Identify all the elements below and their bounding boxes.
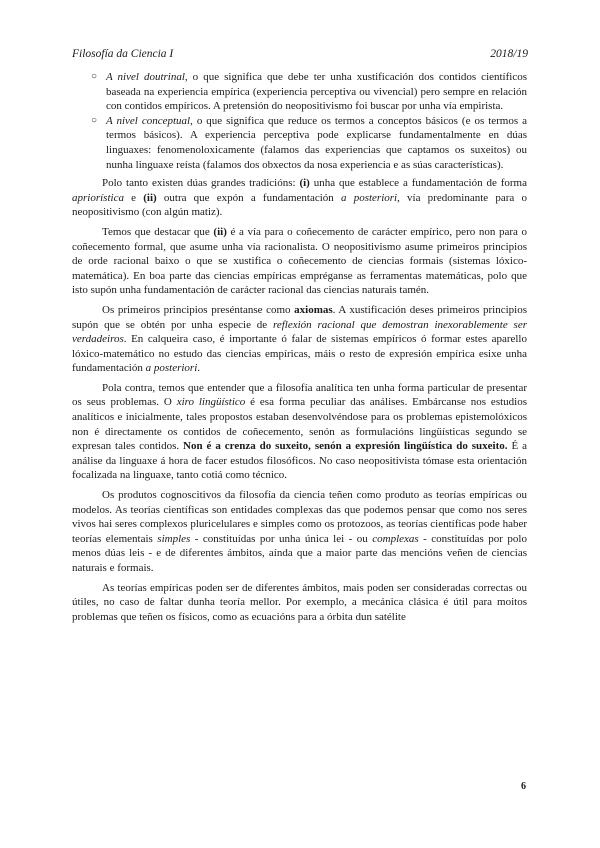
bullet-text: , o que significa que reduce os termos a conceptos básicos (e os termos a termos básicos). A experiencia perceptiva pode explicarse fundamentalmente en dúas linguaxes: fenomenoloxicamente (falamos das experiencias que captamos os suxeitos) ou nunha linguaxe reísta (falamos dos obxectos da nosa experiencia e as súas características). [106, 114, 527, 171]
hollow-circle-bullet-icon: ○ [91, 114, 98, 126]
paragraph-theories: Os produtos cognoscitivos da filosofía da ciencia teñen como produto as teorías empíricas ou modelos. As teorías científicas son entidades complexas das que podemos pensar que como nos seres vivos hai seres complexos pluricelulares e simples como os protozoos, as teorías científicas pode haber teorías elementais simples - constituídas por unha única lei - ou complexas - constituídas por polo menos dúas leis - e de diferentes ámbitos, aínda que a maior parte das mencións veñen de ciencias naturais e formais. [72, 489, 527, 574]
paragraph-empirical-theories: As teorías empíricas poden ser de diferentes ámbitos, mais poden ser consideradas correctas ou útiles, no caso de faltar dunha teoría mellor. Por exemplo, a mecánica clásica é útil para moitos problemas que teñen os físicos, como as ecuacións para a órbita dun satélite [72, 581, 527, 623]
page-number: 6 [521, 781, 526, 792]
bullet-text: , o que significa que debe ter unha xustificación dos contidos científicos baseada na experiencia empírica (experiencia perceptiva ou vivencial) pero sempre en relación con contidos empíricos. A pretensión do neopositivismo foi buscar por unha vía empirista. [106, 71, 527, 113]
hollow-circle-bullet-icon: ○ [91, 71, 98, 82]
page-header [72, 48, 528, 64]
paragraph-traditions: Polo tanto existen dúas grandes tradicións: (i) unha que establece a fundamentación de forma apriorística e (ii) outra que expón a fundamentación a posteriori, vía predominante para o neopositivismo (con algún matiz). [72, 177, 527, 219]
bullet-term: A nivel doutrinal [106, 71, 185, 83]
list-item [72, 70, 527, 114]
paragraph-linguistic-turn: Pola contra, temos que entender que a filosofía analítica ten unha forma particular de presentar os seus problemas. O xiro lingüístico é esa forma peculiar das análises. Embárcanse nos estudios analíticos e inicialmente, tales propostos estaban desenvolvéndose para os problemas epistemolóxicos non é directamente os contidos de coñecemento, senón as formulacións lingüísticas segundo se expresan tales contidos. Non é a crenza do suxeito, senón a expresión lingüística do suxeito. É a análise da linguaxe á hora de facer estudos filosóficos. No caso neopositivista tómase esta orientación focalizada na linguaxe, tanto cotiá como técnico. [72, 381, 527, 482]
paragraph-axioms: Os primeiros principios preséntanse como axiomas. A xustificación deses primeiros principios supón que se obtén por unha especie de reflexión racional que demostran inexorablemente ser verdadeiros. En calqueira caso, é importante ó falar de sistemas empíricos ó formar estes aparello lóxico-matemático no estudo das ciencias empíricas, máis o resto de expresión empírica esixe unha fundamentación a posteriori. [72, 303, 527, 375]
document-body [72, 70, 527, 629]
bullet-list [72, 70, 527, 172]
academic-year: 2018/19 [490, 48, 528, 60]
paragraph-empirical-knowledge: Temos que destacar que (ii) é a vía para o coñecemento de carácter empírico, pero non para o coñecemento formal, que asume unha vía racionalista. O neopositivismo asume primeiros principios de orde racional baixo o que se xustifica o coñecemento de ciencias formais (sistemas lóxico-matemática). En boa parte das ciencias empíricas empréganse as ferramentas matemáticas, polo que isto supón unha fundamentación de carácter racional das ciencias naturais tamén. [72, 225, 527, 297]
list-item [72, 114, 527, 172]
bullet-term: A nivel conceptual [106, 114, 191, 127]
course-title: Filosofía da Ciencia I [72, 48, 174, 60]
